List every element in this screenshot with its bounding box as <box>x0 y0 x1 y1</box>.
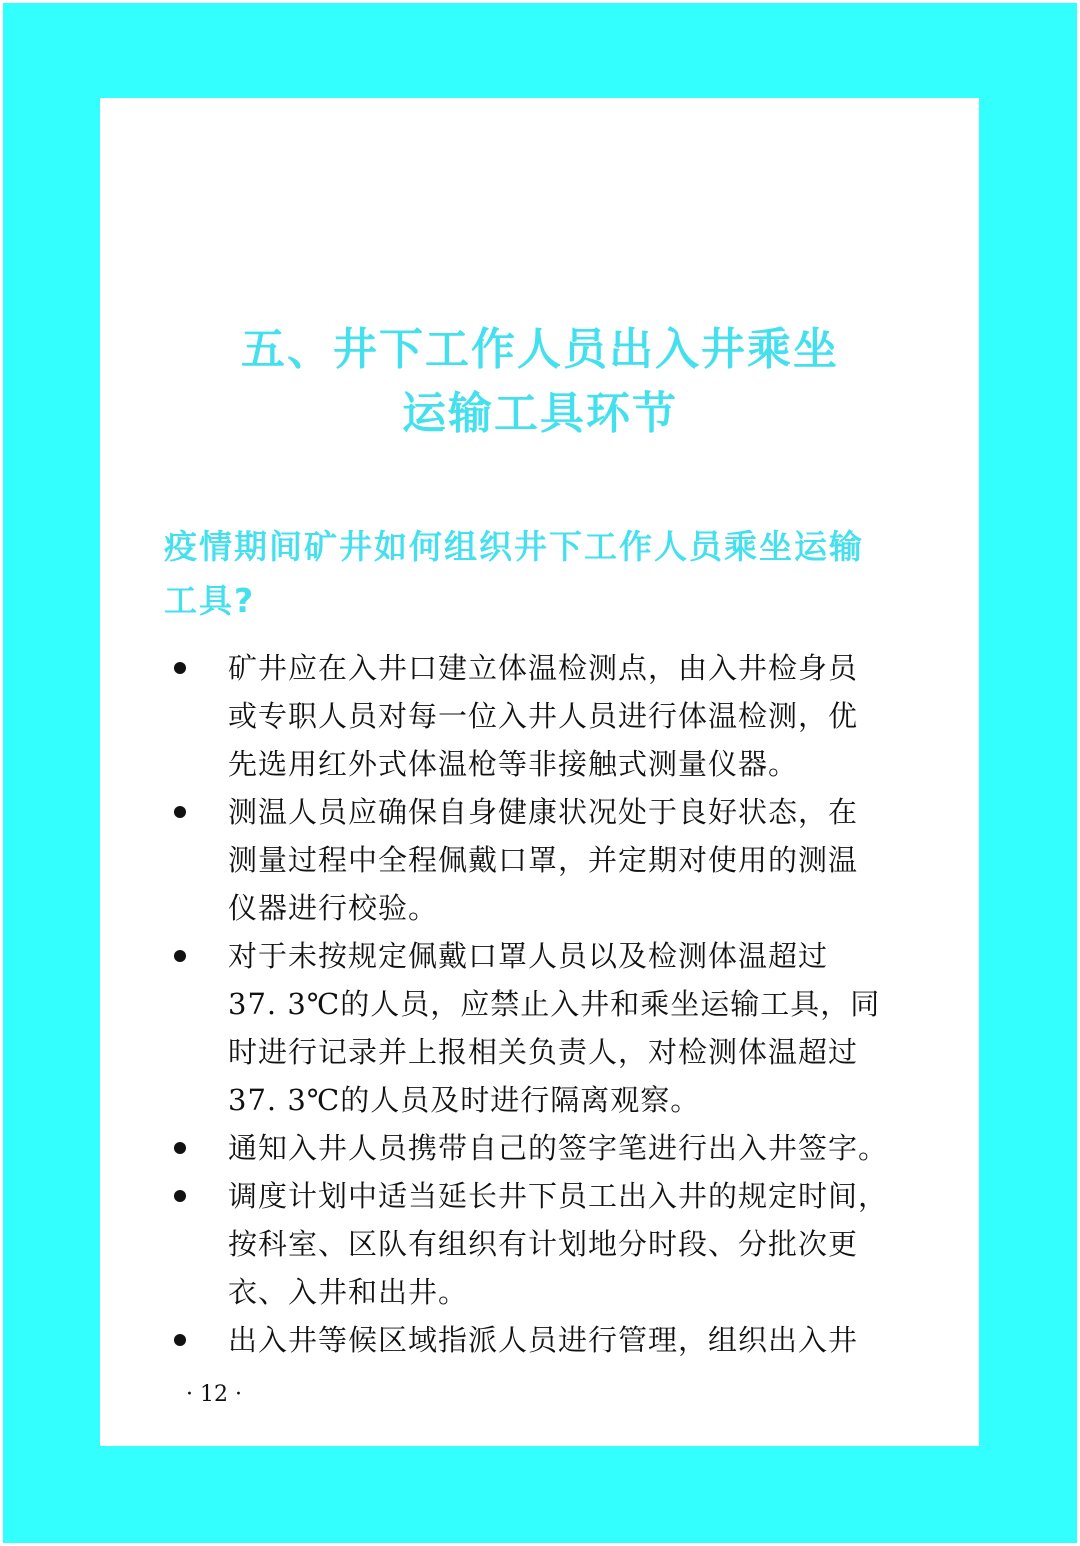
section-title-line-1: 五、井下工作人员出入井乘坐 <box>241 324 839 375</box>
question-heading-line-2: 工具? <box>164 581 256 620</box>
list-item-line: 调度计划中适当延长井下员工出入井的规定时间， <box>228 1179 889 1213</box>
list-item-line: 或专职人员对每一位入井人员进行体温检测，优 <box>228 699 859 733</box>
bullet-icon <box>174 662 186 674</box>
list-item <box>170 788 910 932</box>
bullet-icon <box>174 1142 186 1154</box>
list-item-line: 测量过程中全程佩戴口罩，并定期对使用的测温 <box>228 843 859 877</box>
list-item-line: 测温人员应确保自身健康状况处于良好状态，在 <box>228 795 859 829</box>
list-item-line: 通知入井人员携带自己的签字笔进行出入井签字。 <box>228 1131 889 1165</box>
list-item <box>170 932 910 1124</box>
question-heading <box>164 520 904 628</box>
page-number: · 12 · <box>186 1382 242 1407</box>
section-title <box>0 318 1080 446</box>
answer-list <box>170 644 910 1364</box>
bullet-icon <box>174 950 186 962</box>
list-item-line: 37. 3℃的人员及时进行隔离观察。 <box>228 1083 701 1117</box>
question-heading-line-1: 疫情期间矿井如何组织井下工作人员乘坐运输 <box>164 527 864 566</box>
bullet-icon <box>174 1334 186 1346</box>
list-item-line: 对于未按规定佩戴口罩人员以及检测体温超过 <box>228 939 829 973</box>
list-item-line: 矿井应在入井口建立体温检测点，由入井检身员 <box>228 651 859 685</box>
list-item-line: 仪器进行校验。 <box>228 891 439 925</box>
list-item <box>170 1172 910 1316</box>
bullet-icon <box>174 806 186 818</box>
bullet-icon <box>174 1190 186 1202</box>
list-item-line: 衣、入井和出井。 <box>228 1275 469 1309</box>
list-item-line: 出入井等候区域指派人员进行管理，组织出入井 <box>228 1323 859 1357</box>
list-item <box>170 644 910 788</box>
list-item-line: 先选用红外式体温枪等非接触式测量仪器。 <box>228 747 799 781</box>
list-item <box>170 1124 910 1172</box>
list-item-line: 按科室、区队有组织有计划地分时段、分批次更 <box>228 1227 859 1261</box>
section-title-line-2: 运输工具环节 <box>402 388 678 439</box>
list-item-line: 时进行记录并上报相关负责人，对检测体温超过 <box>228 1035 859 1069</box>
list-item <box>170 1316 910 1364</box>
list-item-line: 37. 3℃的人员，应禁止入井和乘坐运输工具，同 <box>228 987 881 1021</box>
